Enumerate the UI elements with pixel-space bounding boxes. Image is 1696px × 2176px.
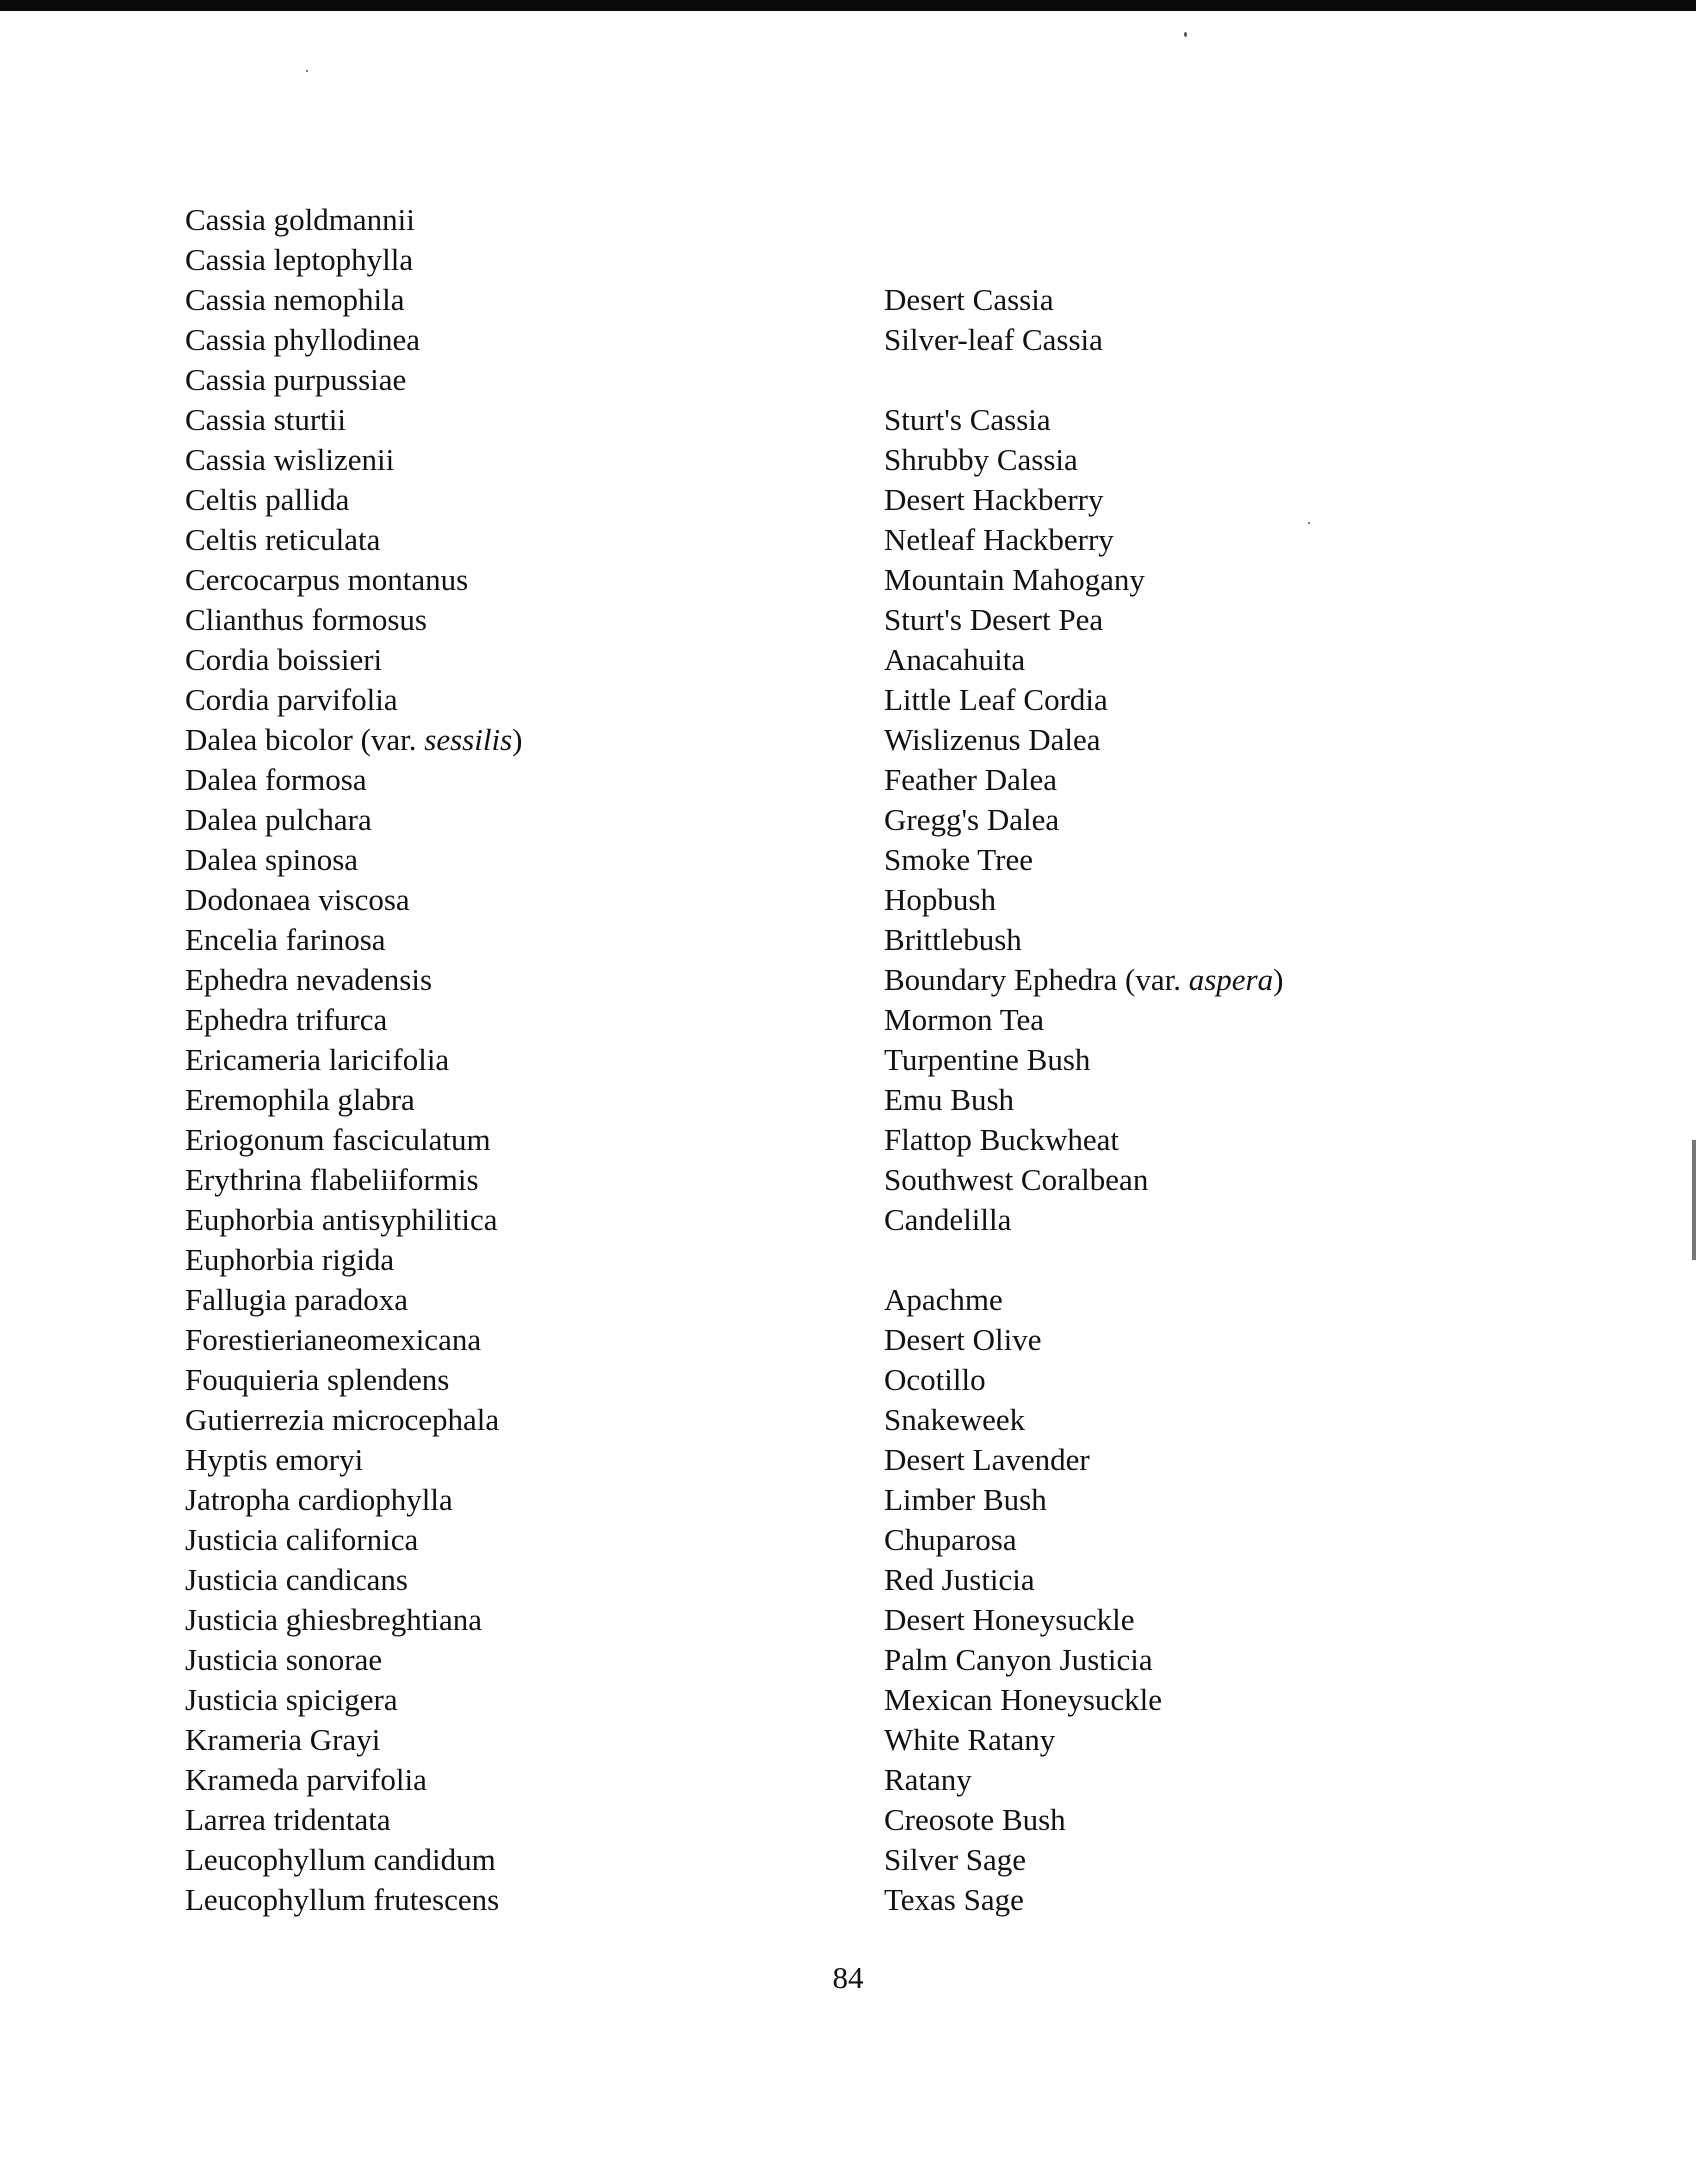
common-text: Flattop Buckwheat (884, 1122, 1120, 1157)
botanical-name (185, 600, 865, 640)
common-text: Feather Dalea (884, 762, 1057, 797)
common-text: Shrubby Cassia (884, 442, 1078, 477)
common-text: Brittlebush (884, 922, 1022, 957)
botanical-text: Dodonaea viscosa (185, 882, 410, 917)
botanical-text: Leucophyllum frutescens (185, 1882, 500, 1917)
botanical-name (185, 240, 865, 280)
botanical-name (185, 200, 865, 240)
botanical-name (185, 840, 865, 880)
common-text: Desert Olive (884, 1322, 1042, 1357)
common-name (884, 1440, 1444, 1480)
common-text: Texas Sage (884, 1882, 1024, 1917)
common-text: Limber Bush (884, 1482, 1047, 1517)
botanical-name (185, 1880, 865, 1920)
common-name (884, 1120, 1444, 1160)
botanical-name (185, 920, 865, 960)
botanical-text: Hyptis emoryi (185, 1442, 364, 1477)
botanical-text: Krameda parvifolia (185, 1762, 427, 1797)
common-name (884, 1640, 1444, 1680)
botanical-name (185, 1040, 865, 1080)
botanical-name (185, 400, 865, 440)
botanical-name (185, 1640, 865, 1680)
scan-top-border (0, 0, 1696, 11)
botanical-text: Cassia nemophila (185, 282, 405, 317)
botanical-name (185, 960, 865, 1000)
common-text: Netleaf Hackberry (884, 522, 1114, 557)
botanical-name (185, 1400, 865, 1440)
botanical-text: Justicia ghiesbreghtiana (185, 1602, 482, 1637)
botanical-text: Cassia leptophylla (185, 242, 414, 277)
botanical-name (185, 680, 865, 720)
common-name (884, 640, 1444, 680)
botanical-text: Justicia spicigera (185, 1682, 398, 1717)
common-text: White Ratany (884, 1722, 1056, 1757)
botanical-name (185, 440, 865, 480)
botanical-text: Dalea spinosa (185, 842, 359, 877)
botanical-name (185, 760, 865, 800)
common-text: Candelilla (884, 1202, 1012, 1237)
botanical-text: Eriogonum fasciculatum (185, 1122, 491, 1157)
common-text: Desert Lavender (884, 1442, 1090, 1477)
botanical-text: Cassia sturtii (185, 402, 347, 437)
common-name (884, 1320, 1444, 1360)
common-text: Red Justicia (884, 1562, 1035, 1597)
botanical-name (185, 520, 865, 560)
botanical-name (185, 1680, 865, 1720)
botanical-name (185, 1600, 865, 1640)
botanical-text: Ephedra nevadensis (185, 962, 433, 997)
botanical-text: Cassia wislizenii (185, 442, 395, 477)
variety-name: aspera (1188, 962, 1274, 997)
botanical-name (185, 1440, 865, 1480)
botanical-text: Erythrina flabeliiformis (185, 1162, 479, 1197)
common-text: Mexican Honeysuckle (884, 1682, 1163, 1717)
scan-speck (306, 70, 308, 72)
botanical-text: Dalea formosa (185, 762, 367, 797)
common-name (884, 440, 1444, 480)
botanical-name (185, 640, 865, 680)
common-name (884, 1520, 1444, 1560)
common-name (884, 1080, 1444, 1120)
common-text: Silver Sage (884, 1842, 1027, 1877)
common-text: Boundary Ephedra (var. (884, 962, 1181, 997)
closing-paren: ) (1273, 962, 1284, 997)
common-text: Desert Honeysuckle (884, 1602, 1135, 1637)
botanical-text: Jatropha cardiophylla (185, 1482, 453, 1517)
common-text: Emu Bush (884, 1082, 1015, 1117)
botanical-name (185, 1280, 865, 1320)
botanical-name (185, 480, 865, 520)
botanical-text: Cassia phyllodinea (185, 322, 421, 357)
botanical-text: Leucophyllum candidum (185, 1842, 496, 1877)
botanical-name (185, 1720, 865, 1760)
common-text: Desert Cassia (884, 282, 1054, 317)
common-text: Wislizenus Dalea (884, 722, 1101, 757)
common-name (884, 1400, 1444, 1440)
botanical-name (185, 1520, 865, 1560)
common-text: Turpentine Bush (884, 1042, 1091, 1077)
common-text: Sturt's Cassia (884, 402, 1051, 437)
common-name (884, 480, 1444, 520)
botanical-name (185, 1800, 865, 1840)
common-text: Gregg's Dalea (884, 802, 1060, 837)
closing-paren: ) (512, 722, 523, 757)
common-name (884, 760, 1444, 800)
common-name (884, 1560, 1444, 1600)
botanical-text: Cordia parvifolia (185, 682, 398, 717)
botanical-name (185, 1360, 865, 1400)
common-name (884, 1880, 1444, 1920)
botanical-text: Justicia candicans (185, 1562, 408, 1597)
common-text: Desert Hackberry (884, 482, 1104, 517)
common-name (884, 400, 1444, 440)
botanical-name (185, 1480, 865, 1520)
botanical-name (185, 1080, 865, 1120)
common-name (884, 600, 1444, 640)
common-name (884, 1200, 1444, 1240)
scan-edge-mark (1692, 1140, 1696, 1260)
botanical-name (185, 320, 865, 360)
common-text: Snakeweek (884, 1402, 1026, 1437)
botanical-name (185, 1560, 865, 1600)
botanical-text: Cordia boissieri (185, 642, 383, 677)
botanical-name (185, 880, 865, 920)
common-name (884, 1000, 1444, 1040)
common-text: Mountain Mahogany (884, 562, 1145, 597)
botanical-text: Celtis reticulata (185, 522, 381, 557)
botanical-name (185, 720, 865, 760)
common-name (884, 1480, 1444, 1520)
page-number: 84 (832, 1960, 864, 1995)
botanical-name (185, 1760, 865, 1800)
common-name (884, 1240, 1444, 1280)
variety-name: sessilis (424, 722, 513, 757)
common-name (884, 240, 1444, 280)
common-text: Ocotillo (884, 1362, 986, 1397)
common-text: Mormon Tea (884, 1002, 1044, 1037)
common-name (884, 360, 1444, 400)
botanical-name (185, 1120, 865, 1160)
botanical-text: Dalea pulchara (185, 802, 372, 837)
common-text: Hopbush (884, 882, 996, 917)
common-name-column (884, 200, 1444, 1920)
common-text: Silver-leaf Cassia (884, 322, 1103, 357)
botanical-text: Cassia goldmannii (185, 202, 415, 237)
botanical-text: Cercocarpus montanus (185, 562, 469, 597)
common-text: Anacahuita (884, 642, 1026, 677)
scan-speck (1184, 32, 1187, 37)
common-text: Sturt's Desert Pea (884, 602, 1104, 637)
common-text: Apachme (884, 1282, 1003, 1317)
common-name (884, 1800, 1444, 1840)
botanical-text: Ericameria laricifolia (185, 1042, 450, 1077)
botanical-text: Justicia sonorae (185, 1642, 383, 1677)
common-text: Southwest Coralbean (884, 1162, 1149, 1197)
botanical-text: Dalea bicolor (var. (185, 722, 417, 757)
common-text: Palm Canyon Justicia (884, 1642, 1153, 1677)
common-name (884, 1360, 1444, 1400)
common-name (884, 1040, 1444, 1080)
botanical-text: Cassia purpussiae (185, 362, 407, 397)
botanical-text: Krameria Grayi (185, 1722, 381, 1757)
common-name (884, 200, 1444, 240)
botanical-name (185, 1200, 865, 1240)
common-name (884, 320, 1444, 360)
botanical-name (185, 1840, 865, 1880)
common-text: Ratany (884, 1762, 972, 1797)
common-name (884, 1280, 1444, 1320)
botanical-name (185, 560, 865, 600)
botanical-text: Gutierrezia microcephala (185, 1402, 500, 1437)
botanical-text: Forestierianeomexicana (185, 1322, 482, 1357)
botanical-name (185, 360, 865, 400)
common-name (884, 560, 1444, 600)
common-text: Little Leaf Cordia (884, 682, 1108, 717)
common-name (884, 1160, 1444, 1200)
botanical-text: Eremophila glabra (185, 1082, 415, 1117)
common-name (884, 920, 1444, 960)
common-name (884, 1720, 1444, 1760)
common-text: Smoke Tree (884, 842, 1033, 877)
common-name (884, 1840, 1444, 1880)
botanical-text: Larrea tridentata (185, 1802, 391, 1837)
common-name (884, 680, 1444, 720)
common-text: Chuparosa (884, 1522, 1017, 1557)
botanical-text: Fouquieria splendens (185, 1362, 450, 1397)
common-name (884, 720, 1444, 760)
botanical-name-column (185, 200, 865, 1920)
botanical-text: Celtis pallida (185, 482, 350, 517)
common-name (884, 800, 1444, 840)
common-name (884, 840, 1444, 880)
common-name (884, 1600, 1444, 1640)
common-name (884, 1760, 1444, 1800)
botanical-name (185, 800, 865, 840)
common-name (884, 520, 1444, 560)
common-name (884, 880, 1444, 920)
common-name (884, 1680, 1444, 1720)
botanical-name (185, 1240, 865, 1280)
botanical-name (185, 1160, 865, 1200)
common-name (884, 280, 1444, 320)
botanical-text: Euphorbia rigida (185, 1242, 395, 1277)
botanical-text: Encelia farinosa (185, 922, 386, 957)
botanical-text: Clianthus formosus (185, 602, 427, 637)
botanical-name (185, 280, 865, 320)
botanical-name (185, 1000, 865, 1040)
common-text: Creosote Bush (884, 1802, 1066, 1837)
botanical-text: Euphorbia antisyphilitica (185, 1202, 498, 1237)
botanical-text: Justicia californica (185, 1522, 419, 1557)
common-name (884, 960, 1444, 1000)
botanical-text: Ephedra trifurca (185, 1002, 388, 1037)
botanical-text: Fallugia paradoxa (185, 1282, 408, 1317)
botanical-name (185, 1320, 865, 1360)
